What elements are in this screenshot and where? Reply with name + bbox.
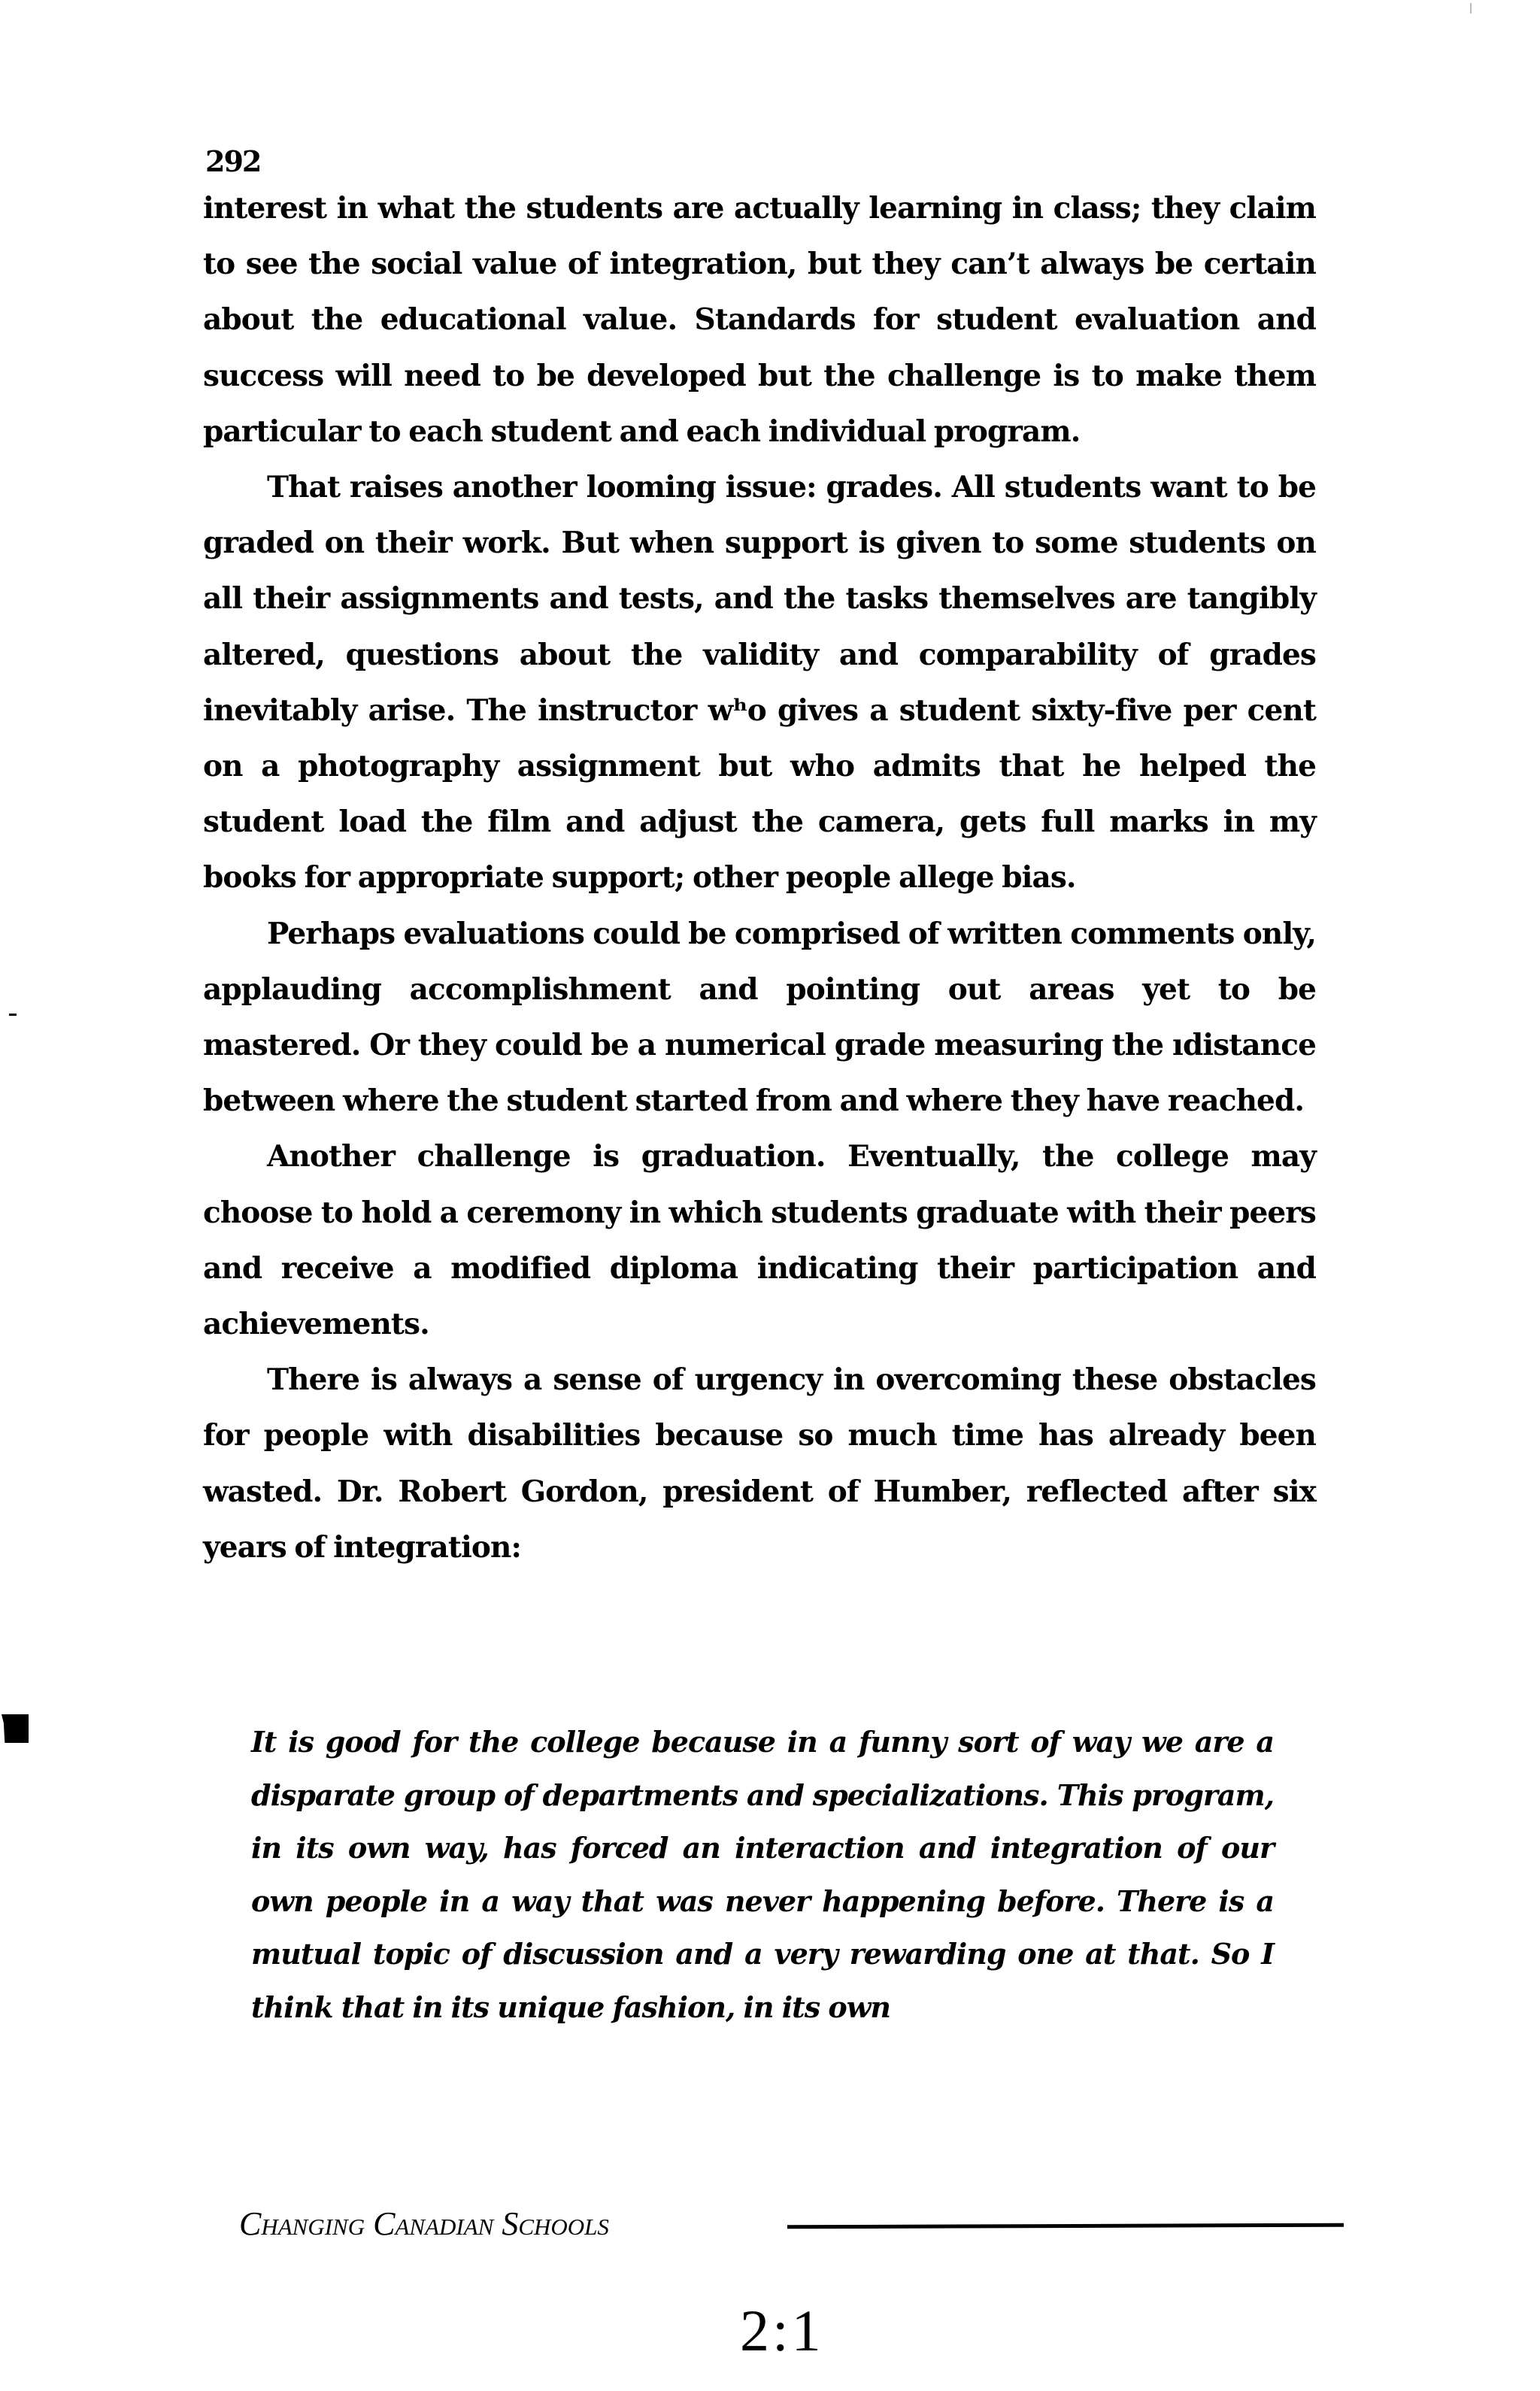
paragraph: interest in what the students are actually learning in class; they claim to see the social value of integration, but they can’t always be certain about the educational value. Standards for student evaluation and success will need to be developed but the challenge is to make them particular to each student and each individual program. <box>203 191 1316 449</box>
block-quote <box>251 1716 1274 2034</box>
archive-stamp: 2:1 <box>740 2298 824 2363</box>
margin-mark <box>9 1014 17 1016</box>
footer-rule <box>787 2223 1344 2229</box>
margin-mark <box>2 1714 29 1743</box>
paragraph: That raises another looming issue: grades. All students want to be graded on their work. But when support is given to some students on all their assignments and tests, and the tasks themselves are tangibly altered, questions about the validity and comparability of grades inevitably arise. The instructor wʰo gives a student sixty-five per cent on a photography assignment but who admits that he helped the student load the film and adjust the camera, gets full marks in my books for appropriate support; other people allege bias. <box>203 470 1316 895</box>
body-text <box>203 180 1316 1575</box>
page-number: 292 <box>205 144 261 178</box>
footer-book-title: Changing Canadian Schools <box>239 2205 609 2242</box>
scan-speck <box>1470 3 1472 14</box>
paragraph: Another challenge is graduation. Eventually, the college may choose to hold a ceremony in which students graduate with their peers and receive a modified diploma indicating their participation and achievements. <box>203 1139 1316 1342</box>
paragraph: There is always a sense of urgency in overcoming these obstacles for people with disabilities because so much time has already been wasted. Dr. Robert Gordon, president of Humber, reflected after six years of integration: <box>203 1362 1316 1565</box>
paragraph: Perhaps evaluations could be comprised of written comments only, applauding accomplishment and pointing out areas yet to be mastered. Or they could be a numerical grade measuring the ıdistance between where the student started from and where they have reached. <box>203 916 1316 1119</box>
quote-text: It is good for the college because in a funny sort of way we are a disparate group of departments and specializations. This program, in its own way, has forced an interaction and integration of our own people in a way that was never happening before. There is a mutual topic of discussion and a very rewarding one at that. So I think that in its unique fashion, in its own <box>251 1725 1274 2024</box>
